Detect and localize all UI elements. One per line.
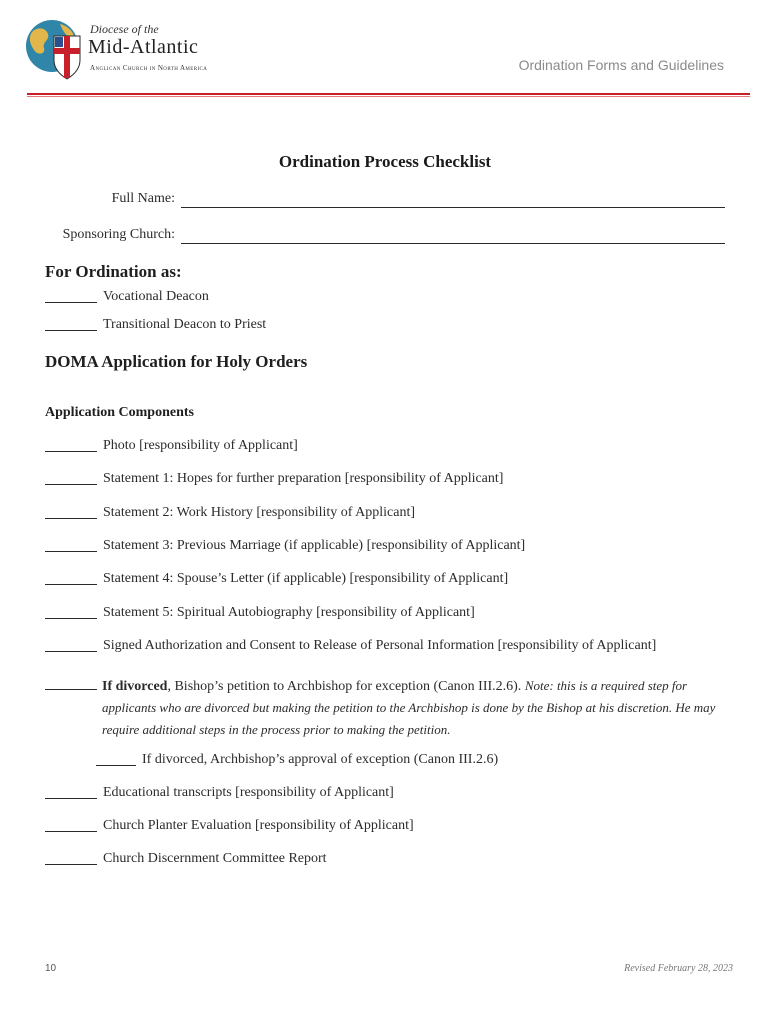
checkbox-blank[interactable] — [45, 618, 97, 619]
list-item: Statement 3: Previous Marriage (if applicable) [responsibility of Applicant] — [45, 538, 525, 554]
checkbox-blank[interactable] — [45, 551, 97, 552]
list-item: Educational transcripts [responsibility of Applicant] — [45, 785, 394, 801]
diocese-logo — [24, 18, 224, 82]
divorced-bold: If divorced — [102, 679, 168, 694]
checkbox-blank[interactable] — [96, 765, 136, 766]
list-item: Church Planter Evaluation [responsibility of Applicant] — [45, 818, 414, 834]
list-item: Church Discernment Committee Report — [45, 851, 327, 867]
ordination-option-vocational-deacon: Vocational Deacon — [45, 289, 209, 305]
revised-date: Revised February 28, 2023 — [624, 963, 733, 974]
checkbox-blank[interactable] — [45, 302, 97, 303]
logo-line-1: Diocese of the — [90, 22, 159, 36]
checkbox-blank[interactable] — [45, 864, 97, 865]
ordination-option-transitional-deacon: Transitional Deacon to Priest — [45, 317, 266, 333]
checkbox-blank[interactable] — [45, 451, 97, 452]
checkbox-blank[interactable] — [45, 651, 97, 652]
list-item: Statement 1: Hopes for further preparation [responsibility of Applicant] — [45, 471, 503, 487]
checkbox-blank[interactable] — [45, 831, 97, 832]
list-item: Statement 2: Work History [responsibility of Applicant] — [45, 505, 415, 521]
checkbox-blank[interactable] — [45, 518, 97, 519]
sponsoring-church-label: Sponsoring Church: — [62, 227, 175, 242]
checkbox-blank[interactable] — [45, 798, 97, 799]
full-name-label: Full Name: — [111, 191, 175, 206]
logo-line-2: Mid-Atlantic — [88, 36, 199, 58]
list-item-sub: If divorced, Archbishop’s approval of exception (Canon III.2.6) — [96, 752, 498, 768]
list-item: Signed Authorization and Consent to Release of Personal Information [responsibility of Applicant] — [45, 638, 656, 654]
list-item: Statement 4: Spouse’s Letter (if applicable) [responsibility of Applicant] — [45, 571, 508, 587]
application-heading: DOMA Application for Holy Orders — [45, 352, 308, 371]
components-heading: Application Components — [45, 405, 194, 420]
checkbox-blank[interactable] — [45, 330, 97, 331]
sponsoring-church-field[interactable] — [181, 243, 725, 244]
list-item: Photo [responsibility of Applicant] — [45, 438, 298, 454]
checkbox-blank[interactable] — [45, 484, 97, 485]
full-name-field[interactable] — [181, 207, 725, 208]
checkbox-blank[interactable] — [45, 584, 97, 585]
page-number: 10 — [45, 963, 57, 974]
divorced-note: Note: this is a required step for applicants who are divorced but making the petition to the Archbishop is done by the Bishop at his discretion. He may require additional steps in the process prior to making the petition. — [102, 678, 716, 737]
checkbox-blank[interactable] — [45, 689, 97, 690]
ordination-heading: For Ordination as: — [45, 262, 182, 281]
divorced-text: , Bishop’s petition to Archbishop for exception (Canon III.2.6). — [167, 679, 525, 694]
header-title: Ordination Forms and Guidelines — [518, 57, 724, 73]
logo-line-3: Anglican Church in North America — [90, 64, 208, 72]
list-item: Statement 5: Spiritual Autobiography [responsibility of Applicant] — [45, 605, 475, 621]
divorced-item — [102, 675, 722, 741]
globe-cross-icon — [24, 18, 84, 82]
document-title: Ordination Process Checklist — [278, 152, 492, 171]
header-divider — [27, 93, 750, 95]
header-divider-thin — [27, 96, 750, 97]
